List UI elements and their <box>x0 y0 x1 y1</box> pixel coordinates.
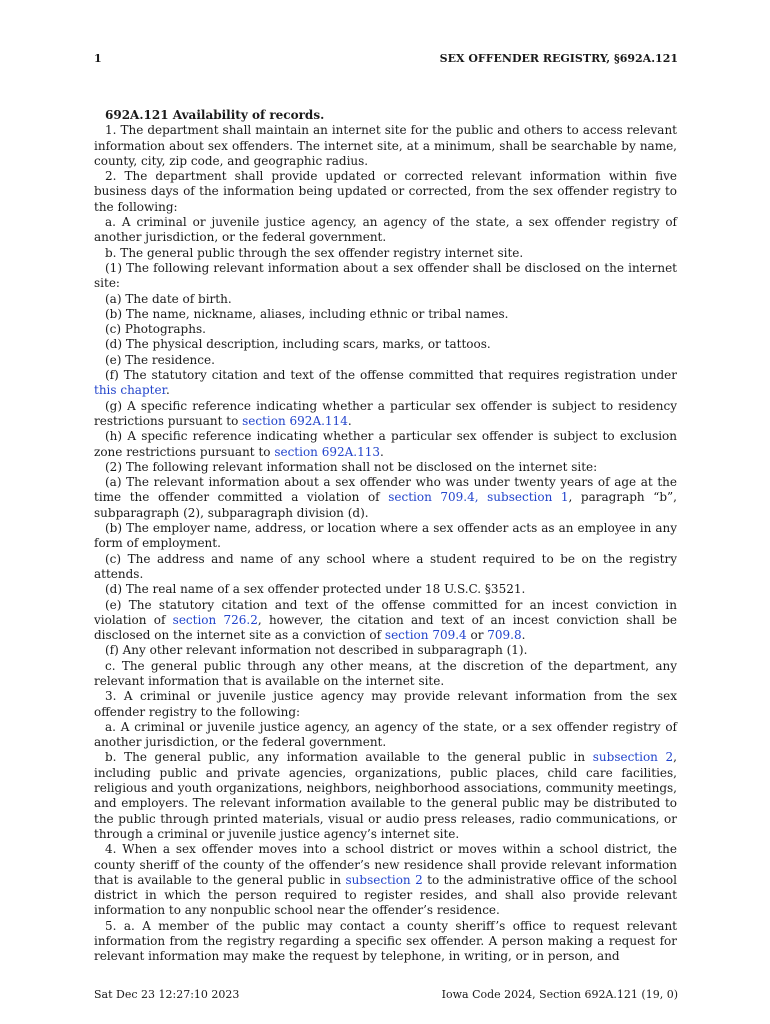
paragraph-5: 5. a. A member of the public may contact a county sheriff’s office to request relevant information from the registry regarding a specific sex offender. A person making a request for relevant information may make the request by telephone, in writing, or in person, and <box>94 918 677 964</box>
paragraph-2b1b: (b) The name, nickname, aliases, including ethnic or tribal names. <box>105 306 509 321</box>
paragraph-2b1: (1) The following relevant information about a sex offender shall be disclosed on the internet site: <box>94 260 677 291</box>
chapter-link[interactable]: this chapter <box>94 383 166 398</box>
paragraph-3b <box>94 750 677 842</box>
text: (h) A specific reference indicating whether a particular sex offender is subject to exclusion zone restrictions pursuant to <box>94 429 677 459</box>
text: (e) The statutory citation and text of the offense committed for an incest conviction in violation of <box>94 597 677 627</box>
paragraph-2b2a <box>94 475 677 521</box>
paragraph-2b1c: (c) Photographs. <box>105 322 206 337</box>
section-709-4-link[interactable]: section 709.4, subsection 1 <box>388 490 569 505</box>
paragraph-2b2d: (d) The real name of a sex offender protected under 18 U.S.C. §3521. <box>105 582 526 597</box>
paragraph-2b1h <box>94 429 677 460</box>
text-end: to the administrative office of the school district in which the person required to register resides, and shall also provide relevant information to any nonpublic school near the offender’s residence. <box>94 872 677 918</box>
text-end: . <box>521 628 526 643</box>
running-title: SEX OFFENDER REGISTRY, §692A.121 <box>439 52 678 65</box>
text: b. The general public, any information available to the general public in <box>105 750 593 765</box>
paragraph-3: 3. A criminal or juvenile justice agency may provide relevant information from the sex offender registry to the following: <box>94 689 677 719</box>
text: , however, the citation and text of an incest conviction shall be disclosed on the internet site as a conviction of <box>94 612 677 643</box>
text: (f) The statutory citation and text of the offense committed that requires registration under <box>105 368 677 383</box>
text: (a) The relevant information about a sex offender who was under twenty years of age at the time the offender committed a violation of <box>94 475 677 505</box>
print-timestamp: Sat Dec 23 12:27:10 2023 <box>94 988 240 1001</box>
paragraph-4 <box>94 842 677 918</box>
section-726-2-link[interactable]: section 726.2 <box>172 612 258 627</box>
text-end: . <box>380 444 384 459</box>
section-709-4-link[interactable]: section 709.4 <box>384 628 467 643</box>
section-709-8-link[interactable]: 709.8 <box>487 628 522 643</box>
paragraph-1: 1. The department shall maintain an internet site for the public and others to access relevant information about sex offenders. The internet site, at a minimum, shall be searchable by name, county, city, zip code, and geographic radius. <box>94 123 677 168</box>
statute-body <box>94 108 677 965</box>
paragraph-2b2: (2) The following relevant information shall not be disclosed on the internet site: <box>105 459 598 474</box>
paragraph-2b1f <box>94 368 677 399</box>
code-citation: Iowa Code 2024, Section 692A.121 (19, 0) <box>441 988 678 1001</box>
section-692a114-link[interactable]: section 692A.114 <box>242 413 348 428</box>
paragraph-2b2c: (c) The address and name of any school where a student required to be on the registry attends. <box>94 551 677 581</box>
text: or <box>466 628 488 643</box>
paragraph-2b: b. The general public through the sex offender registry internet site. <box>105 245 524 260</box>
text-end: . <box>347 413 352 428</box>
subsection-2-link[interactable]: subsection 2 <box>592 750 674 765</box>
section-692a113-link[interactable]: section 692A.113 <box>274 444 381 459</box>
page-number: 1 <box>94 52 102 65</box>
text-end: . <box>166 383 170 398</box>
section-heading: 692A.121 Availability of records. <box>105 108 325 122</box>
text-end: , paragraph “b”, subparagraph (2), subparagraph division (d). <box>94 490 677 520</box>
paragraph-2b2f: (f) Any other relevant information not described in subparagraph (1). <box>105 643 528 658</box>
paragraph-2b1e: (e) The residence. <box>105 352 215 367</box>
paragraph-2a: a. A criminal or juvenile justice agency, an agency of the state, a sex offender registry of another jurisdiction, or the federal government. <box>94 215 677 245</box>
paragraph-2b1a: (a) The date of birth. <box>105 291 232 306</box>
text: (g) A specific reference indicating whether a particular sex offender is subject to residency restrictions pursuant to <box>94 398 677 428</box>
text-end: , including public and private agencies, organizations, public places, child care facilities, religious and youth organizations, neighbors, neighborhood associations, community meetings, and employers. The relevant information available to the general public may be distributed to the public through printed materials, visual or audio press releases, radio communications, or through a criminal or juvenile justice agency’s internet site. <box>94 750 677 841</box>
paragraph-2b2b: (b) The employer name, address, or location where a sex offender acts as an employee in any form of employment. <box>94 521 677 551</box>
text: 4. When a sex offender moves into a school district or moves within a school district, the county sheriff of the county of the offender’s new residence shall provide relevant information that is available to the general public in <box>94 842 677 887</box>
subsection-2-link[interactable]: subsection 2 <box>345 872 423 887</box>
paragraph-2b1d: (d) The physical description, including scars, marks, or tattoos. <box>105 337 491 352</box>
paragraph-3a: a. A criminal or juvenile justice agency, an agency of the state, or a sex offender registry of another jurisdiction, or the federal government. <box>94 719 677 750</box>
paragraph-2b2e <box>94 598 677 644</box>
paragraph-2b1g <box>94 399 677 430</box>
paragraph-2c: c. The general public through any other means, at the discretion of the department, any relevant information that is available on the internet site. <box>94 658 677 688</box>
paragraph-2: 2. The department shall provide updated or corrected relevant information within five business days of the information being updated or corrected, from the sex offender registry to the following: <box>94 169 677 214</box>
